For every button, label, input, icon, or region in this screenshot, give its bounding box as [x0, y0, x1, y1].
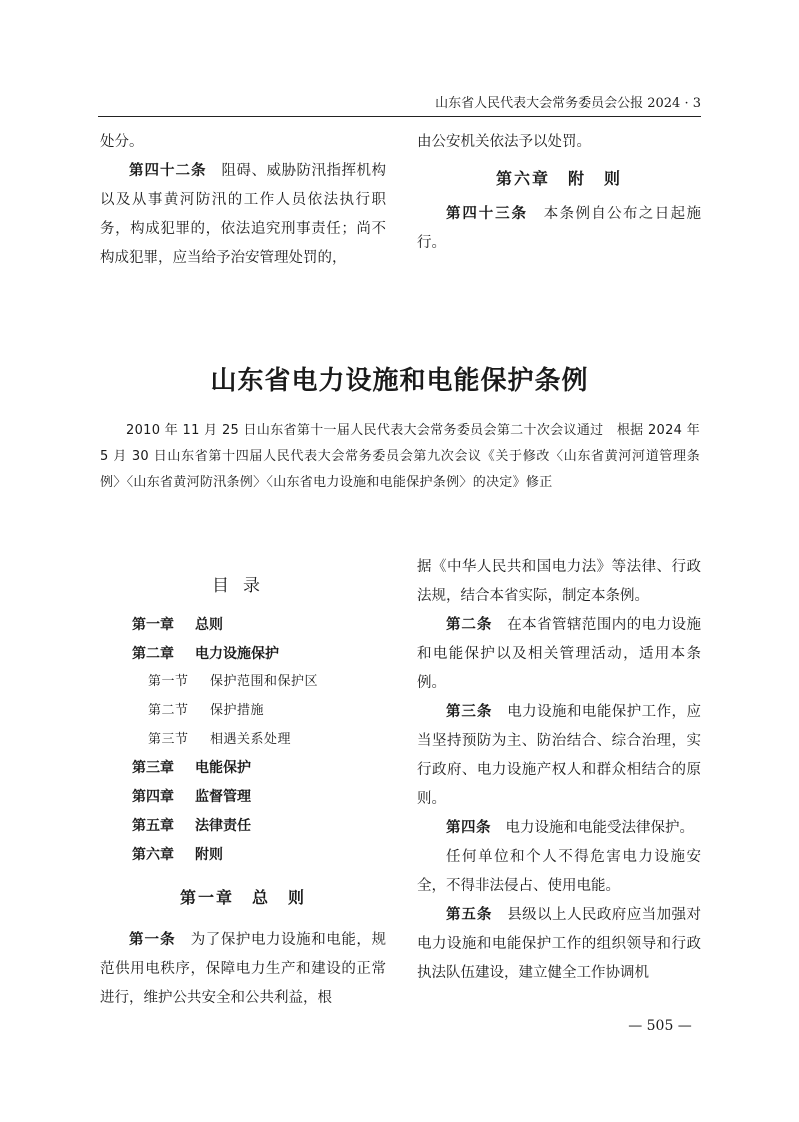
article-3-label: 第三条 [446, 704, 493, 720]
article-1 [100, 926, 386, 1013]
toc-item-label: 保护措施 [210, 703, 265, 719]
toc-item [132, 812, 392, 841]
article-2 [417, 611, 701, 698]
toc-item-number: 第二节 [148, 703, 189, 719]
article-5-text: 县级以上人民政府应当加强对电力设施和电能保护工作的组织领导和行政执法队伍建设，建立健全工作协调机 [417, 907, 701, 981]
toc-item-label: 监督管理 [195, 789, 251, 806]
toc-item-label: 电能保护 [195, 760, 251, 777]
article-42 [100, 157, 386, 273]
chapter-6-heading: 第六章 附 则 [495, 169, 622, 188]
article-43-text: 本条例自公布之日起施行。 [417, 206, 702, 251]
toc-item-label: 保护范围和保护区 [210, 674, 319, 690]
toc-item-number: 第五章 [132, 817, 174, 834]
toc-item [132, 697, 392, 726]
article-1-continuation: 据《中华人民共和国电力法》等法律、行政法规，结合本省实际，制定本条例。 [417, 559, 701, 604]
body-right-column [417, 553, 701, 988]
article-5 [417, 901, 701, 988]
continuation-text-right: 由公安机关依法予以处罚。 [417, 134, 591, 150]
toc-item-label: 电力设施保护 [195, 645, 279, 662]
article-43 [417, 200, 701, 258]
page-number: — 505 — [628, 1018, 692, 1034]
article-2-text: 在本省管辖范围内的电力设施和电能保护以及相关管理活动，适用本条例。 [417, 617, 701, 691]
article-4-label: 第四条 [446, 820, 491, 836]
article-4-paragraph-2: 任何单位和个人不得危害电力设施安全，不得非法侵占、使用电能。 [417, 849, 701, 894]
article-2-label: 第二条 [446, 617, 493, 633]
top-left-column [100, 128, 386, 273]
preamble-text: 2010 年 11 月 25 日山东省第十一届人民代表大会常务委员会第二十次会议通过 根据 2024 年 5 月 30 日山东省第十四届人民代表大会常务委员会第九次会议《关于修改〈山东省黄河河道管理条例〉〈山东省黄河防汛条例〉〈山东省电力设施和电能保护条例〉的决定》修正 [100, 423, 700, 490]
toc-item-label: 附则 [195, 846, 223, 863]
article-42-text: 阻碍、威胁防汛指挥机构以及从事黄河防汛的工作人员依法执行职务，构成犯罪的，依法追究刑事责任；尚不构成犯罪，应当给予治安管理处罚的， [100, 163, 386, 266]
article-1-label: 第一条 [129, 932, 176, 948]
toc-item-number: 第六章 [132, 846, 174, 863]
toc-item-number: 第一节 [148, 674, 189, 690]
running-header [98, 92, 701, 117]
toc-item [132, 640, 392, 669]
toc-item [132, 726, 392, 755]
chapter-1-heading: 第一章 总 则 [179, 888, 306, 907]
toc-item-label: 法律责任 [195, 817, 251, 834]
running-title: 山东省人民代表大会常务委员会公报 2024 · 3 [435, 96, 701, 111]
article-42-label: 第四十二条 [129, 163, 207, 179]
document-title: 山东省电力设施和电能保护条例 [210, 366, 589, 396]
article-1-text: 为了保护电力设施和电能，规范供用电秩序，保障电力生产和建设的正常进行，维护公共安全和公共利益，根 [100, 932, 386, 1006]
toc-item-number: 第一章 [132, 617, 174, 633]
toc-item [132, 754, 392, 783]
table-of-contents [132, 611, 392, 869]
article-43-label: 第四十三条 [446, 206, 528, 222]
article-3 [417, 698, 701, 814]
article-4 [417, 814, 701, 843]
toc-item-number: 第三章 [132, 760, 174, 777]
toc-item [132, 783, 392, 812]
article-3-text: 电力设施和电能保护工作，应当坚持预防为主、防治结合、综合治理，实行政府、电力设施产权人和群众相结合的原则。 [417, 704, 701, 807]
toc-item [132, 841, 392, 870]
toc-item [132, 668, 392, 697]
chapter-1-column [100, 882, 386, 1013]
top-right-column [417, 128, 701, 258]
toc-item-number: 第三节 [148, 731, 189, 747]
preamble [100, 418, 700, 496]
article-5-label: 第五条 [446, 907, 493, 923]
toc-item-label: 相遇关系处理 [210, 731, 292, 747]
toc-item-number: 第四章 [132, 789, 174, 806]
toc-item-number: 第二章 [132, 645, 174, 662]
article-4-text: 电力设施和电能受法律保护。 [505, 820, 694, 836]
toc-item [132, 611, 392, 640]
toc-title: 目录 [212, 576, 274, 596]
toc-item-label: 总则 [195, 617, 223, 633]
continuation-text: 处分。 [100, 134, 144, 150]
